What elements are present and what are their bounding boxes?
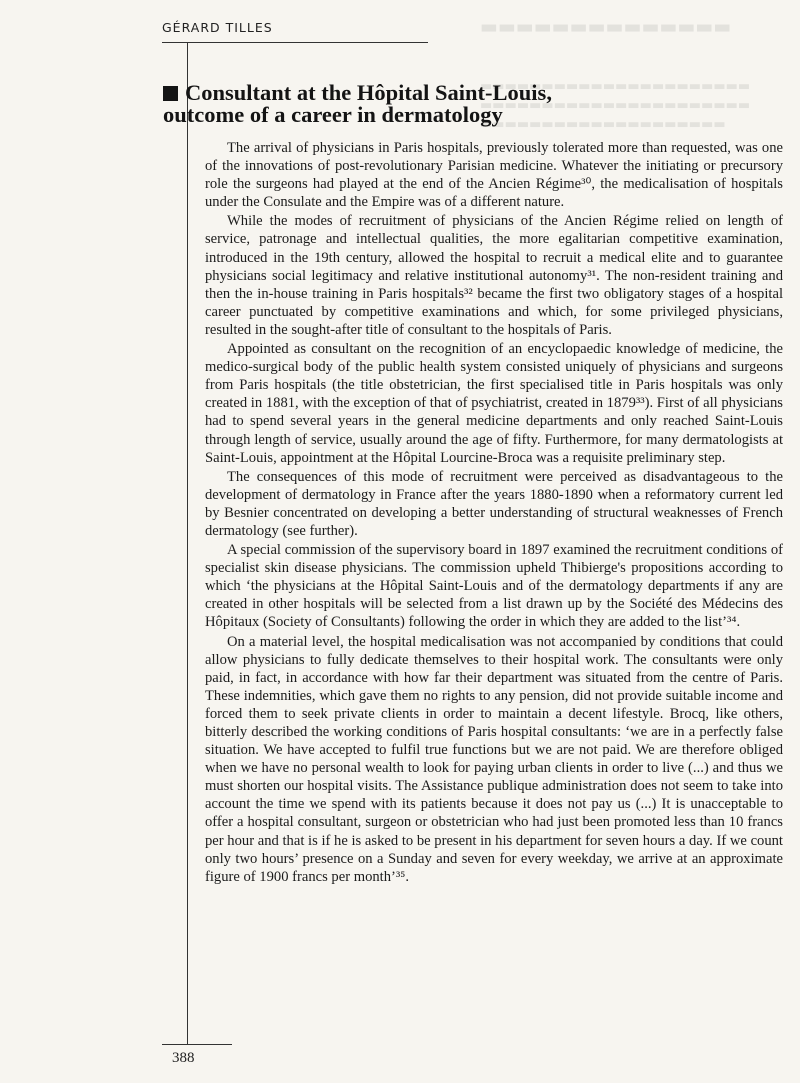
heading-line-2: outcome of a career in dermatology — [163, 102, 503, 127]
bleed-through-texture: ▬▬▬▬▬▬▬▬▬▬▬▬▬▬ ▬▬▬▬▬▬▬▬▬▬▬▬▬▬▬▬▬▬▬▬▬▬ ▬▬▬▬▬▬▬▬▬▬▬▬▬▬▬▬▬▬▬▬▬▬ ▬▬▬▬▬▬▬▬▬▬▬▬▬▬▬▬▬▬▬▬ — [480, 18, 751, 132]
paragraph: While the modes of recruitment of physicians of the Ancien Régime relied on length of service, patronage and intellectual qualities, the more egalitarian competitive examination, introduced in the 19th century, allowed the hospital to recruit a medical elite and to guarantee physicians social legitimacy and relative institutional autonomy³¹. The non-resident training and then the in-house training in Paris hospitals³² became the first two obligatory stages of a hospital career punctuated by competitive examinations and which, for some privileged physicians, resulted in the sought-after title of consultant to the hospitals of Paris. — [205, 213, 783, 338]
paragraph: On a material level, the hospital medicalisation was not accompanied by conditions that could allow physicians to fully dedicate themselves to their hospital work. The consultants were only paid, in fact, in accordance with how far their department was situated from the centre of Paris. These indemnities, which gave them no rights to any pension, did not provide suitable income and forced them to seek private clients in order to maintain a decent lifestyle. Brocq, like others, bitterly described the working conditions of Paris hospital consultants: ‘we are in a perfectly false situation. We have accepted to fulfil true functions but we are not paid. We are therefore obliged when we have no personal wealth to look for paying urban clients in order to live (...) and thus we must shorten our hospital visits. The Assistance publique administration does not seem to take into account the time we spend with its patients because it does not pay us (...) It is unacceptable to offer a hospital consultant, surgeon or obstetrician who had just been promoted less than 10 francs per hour and that is if he is asked to be present in his department for seven hours a day. If we count only two hours’ presence on a Sunday and seven for every weekday, we arrive at an approximate figure of 1900 francs per month’³⁵. — [205, 633, 783, 885]
section-heading — [163, 82, 593, 126]
heading-line-1: Consultant at the Hôpital Saint-Louis, — [185, 80, 552, 105]
running-head: GÉRARD TILLES — [162, 20, 273, 35]
paragraph: The consequences of this mode of recruitment were perceived as disadvantageous to the development of dermatology in France after the years 1880-1890 when a reformatory current led by Besnier concentrated on developing a better understanding of structural weaknesses of French dermatology (see further). — [205, 468, 783, 539]
page-number: 388 — [172, 1050, 195, 1066]
square-bullet-icon — [163, 86, 178, 101]
paragraph: The arrival of physicians in Paris hospitals, previously tolerated more than requested, was one of the innovations of post-revolutionary Parisian medicine. Whatever the initiating or precursory role the surgeons had played at the end of the Ancien Régime³⁰, the medicalisation of hospitals under the Consulate and the Empire was of a different nature. — [205, 140, 783, 211]
paragraph: A special commission of the supervisory board in 1897 examined the recruitment conditions of specialist skin disease physicians. The commission upheld Thibierge's propositions according to which ‘the physicians at the Hôpital Saint-Louis and of the dermatology departments if any are created in other hospitals will be selected from a list drawn up by the Société des Médecins des Hôpitaux (Society of Consultants) following the order in which they are added to the list’³⁴. — [205, 542, 783, 631]
header-rule — [162, 42, 428, 43]
footer-rule — [162, 1044, 232, 1045]
body-text — [205, 139, 783, 886]
paragraph: Appointed as consultant on the recognition of an encyclopaedic knowledge of medicine, the medico-surgical body of the public health system consisted uniquely of physicians and surgeons from Paris hospitals (the title obstetrician, the first specialised title in Paris hospitals was only created in 1881, with the exception of that of psychiatrist, created in 1879³³). First of all physicians had to spend several years in the general medicine departments and only reached Saint-Louis through length of service, usually around the age of fifty. Furthermore, for many dermatologists at Saint-Louis, appointment at the Hôpital Lourcine-Broca was a requisite preliminary step. — [205, 341, 783, 466]
margin-rule — [187, 42, 188, 1044]
